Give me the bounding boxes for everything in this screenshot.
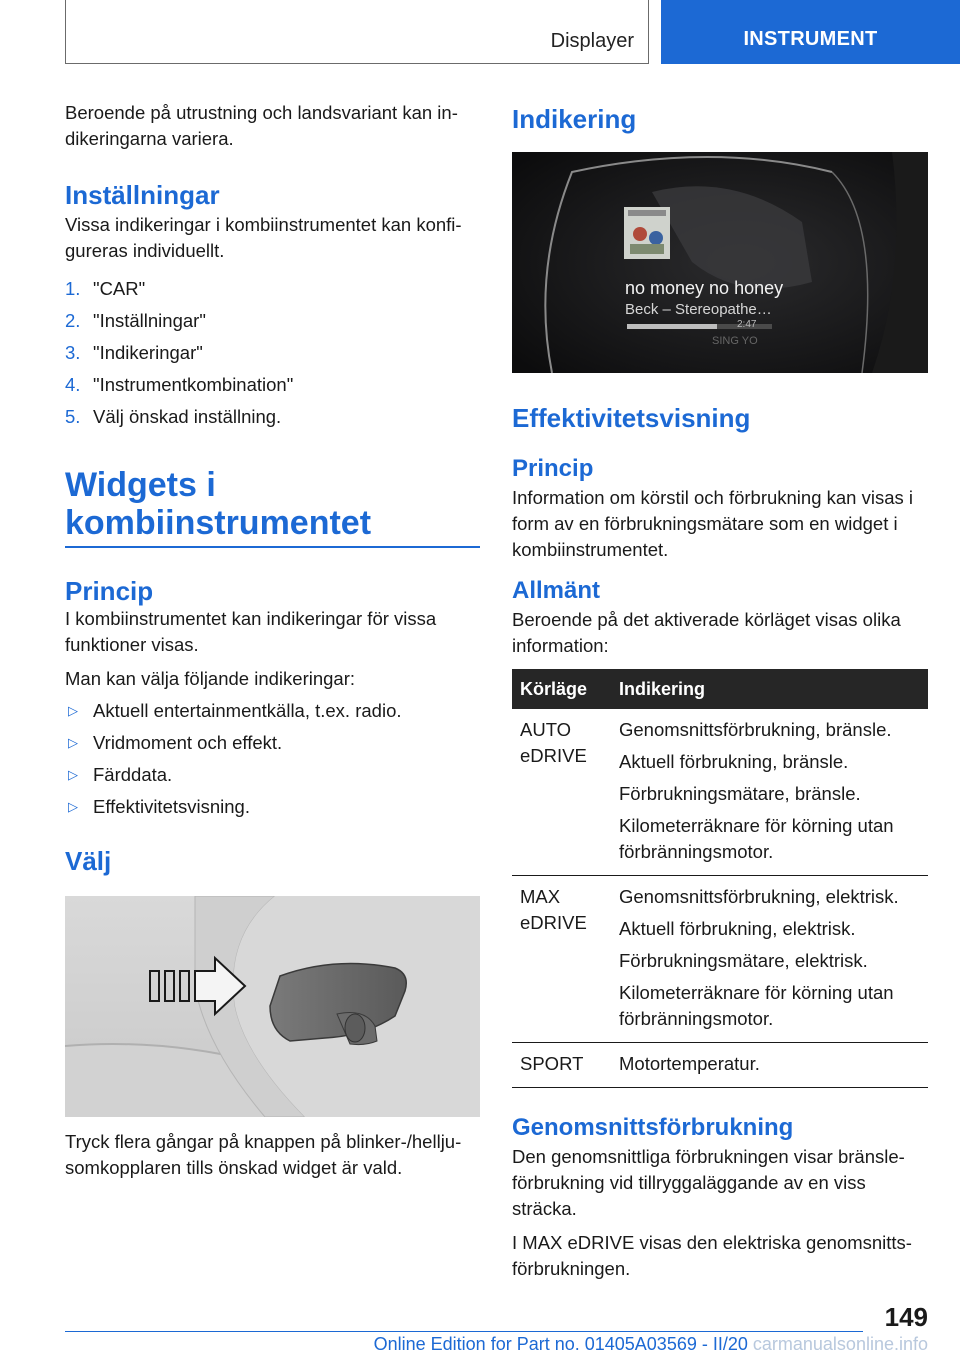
- indication-line: Genomsnittsförbrukning, elektrisk.: [619, 886, 899, 907]
- table-header-row: [512, 669, 928, 709]
- stalk-button-illustration: [65, 896, 480, 1117]
- average-consumption-electric-text: I MAX eDRIVE visas den elektriska genomsnittsförbrukningen.: [512, 1232, 912, 1279]
- settings-steps: [65, 276, 480, 430]
- average-consumption-text: Den genomsnittliga förbrukningen visar bränsleförbrukning vid tillryggaläggande av en viss sträcka.: [512, 1146, 905, 1219]
- widgets-bullet-list: [65, 698, 480, 820]
- indication-line: Aktuell förbrukning, bränsle.: [619, 751, 849, 772]
- triangle-bullet-icon: ▷: [68, 703, 78, 718]
- step-item: [65, 276, 480, 302]
- footer-edition-text: Online Edition for Part no. 01405A03569 - II/20: [373, 1334, 748, 1354]
- page-number: 149: [884, 1302, 928, 1332]
- step-number: 1.: [65, 278, 81, 299]
- table-header-mode: Körläge: [512, 669, 611, 709]
- widgets-principle-text: I kombiinstrumentet kan indikeringar för vissa funktioner visas.: [65, 608, 437, 655]
- table-cell-indication: [611, 876, 928, 1043]
- indication-line: Kilometerräknare för körning utan förbränningsmotor.: [619, 815, 894, 862]
- step-text: Välj önskad inställning.: [93, 406, 282, 427]
- step-text: "Instrumentkombination": [93, 374, 294, 395]
- instrument-display-photo: [512, 152, 928, 373]
- step-item: [65, 404, 480, 430]
- table-header-indication: Indikering: [611, 669, 928, 709]
- right-column: [512, 100, 928, 1282]
- step-item: [65, 308, 480, 334]
- table-cell-indication: [611, 709, 928, 876]
- indication-line: Aktuell förbrukning, elektrisk.: [619, 918, 856, 939]
- display-artist: Beck – Stereopathe…: [625, 301, 772, 318]
- select-heading: Välj: [65, 846, 112, 876]
- display-time: 2:47: [737, 319, 757, 330]
- drive-mode-table: [512, 669, 928, 1088]
- left-column: [65, 100, 480, 1181]
- step-number: 5.: [65, 406, 81, 427]
- general-heading: Allmänt: [512, 577, 601, 604]
- indication-line: Genomsnittsförbrukning, bränsle.: [619, 719, 892, 740]
- indication-line: Motortemperatur.: [619, 1053, 760, 1074]
- step-text: "Indikeringar": [93, 342, 203, 363]
- header-section-tab: [65, 0, 649, 64]
- bullet-text: Effektivitetsvisning.: [93, 796, 250, 817]
- table-row: [512, 1043, 928, 1088]
- indication-line: Förbrukningsmätare, elektrisk.: [619, 950, 868, 971]
- table-cell-indication: [611, 1043, 928, 1088]
- widgets-choose-text: Man kan välja följande indikeringar:: [65, 668, 356, 689]
- efficiency-principle-text: Information om körstil och förbrukning kan visas i form av en förbrukningsmätare som en widget i kombiinstrumentet.: [512, 487, 914, 560]
- display-song-title: no money no honey: [625, 278, 784, 298]
- indication-line: Förbrukningsmätare, bränsle.: [619, 783, 861, 804]
- general-text: Beroende på det aktiverade körläget visas olika information:: [512, 609, 901, 656]
- table-cell-mode: SPORT: [512, 1043, 611, 1088]
- bullet-text: Aktuell entertainmentkälla, t.ex. radio.: [93, 700, 402, 721]
- display-overlay-text: SING YO: [712, 335, 758, 347]
- bullet-text: Vridmoment och effekt.: [93, 732, 283, 753]
- bullet-item: [65, 794, 480, 820]
- step-number: 2.: [65, 310, 81, 331]
- efficiency-heading: Effektivitetsvisning: [512, 403, 751, 433]
- select-caption: Tryck flera gångar på knappen på blinker-/helljusomkopplaren tills önskad widget är vald.: [65, 1131, 462, 1178]
- triangle-bullet-icon: ▷: [68, 735, 78, 750]
- settings-text: Vissa indikeringar i kombiinstrumentet kan konfigureras individuellt.: [65, 214, 462, 261]
- table-row: [512, 709, 928, 876]
- step-text: "Inställningar": [93, 310, 206, 331]
- triangle-bullet-icon: ▷: [68, 767, 78, 782]
- settings-heading: Inställningar: [65, 180, 220, 210]
- step-item: [65, 372, 480, 398]
- table-cell-mode: MAX eDRIVE: [512, 876, 611, 1043]
- triangle-bullet-icon: ▷: [68, 799, 78, 814]
- step-item: [65, 340, 480, 366]
- average-consumption-heading: Genomsnittsförbrukning: [512, 1114, 794, 1141]
- bullet-item: [65, 698, 480, 724]
- header-section-label: Displayer: [550, 30, 634, 52]
- table-row: [512, 876, 928, 1043]
- footer-edition: [374, 1334, 928, 1355]
- bullet-item: [65, 730, 480, 756]
- step-number: 4.: [65, 374, 81, 395]
- bullet-item: [65, 762, 480, 788]
- footer-divider: [65, 1331, 863, 1332]
- efficiency-principle-heading: Princip: [512, 455, 594, 482]
- stalk-illustration-svg: [65, 896, 480, 1117]
- indikering-heading: Indikering: [512, 104, 637, 134]
- step-number: 3.: [65, 342, 81, 363]
- instrument-display-svg: [512, 152, 928, 373]
- intro-text: Beroende på utrustning och landsvariant kan indikeringarna variera.: [65, 102, 458, 149]
- indication-line: Kilometerräknare för körning utan förbränningsmotor.: [619, 982, 894, 1029]
- step-text: "CAR": [93, 278, 146, 299]
- widgets-heading: Widgets i kombiinstrumentet: [65, 466, 480, 548]
- header-chapter-label: INSTRUMENT: [743, 28, 878, 50]
- bullet-text: Färddata.: [93, 764, 173, 785]
- table-cell-mode: AUTO eDRIVE: [512, 709, 611, 876]
- header-chapter-tab: [661, 0, 960, 64]
- widgets-principle-heading: Princip: [65, 576, 154, 606]
- footer-watermark: carmanualsonline.info: [752, 1334, 928, 1354]
